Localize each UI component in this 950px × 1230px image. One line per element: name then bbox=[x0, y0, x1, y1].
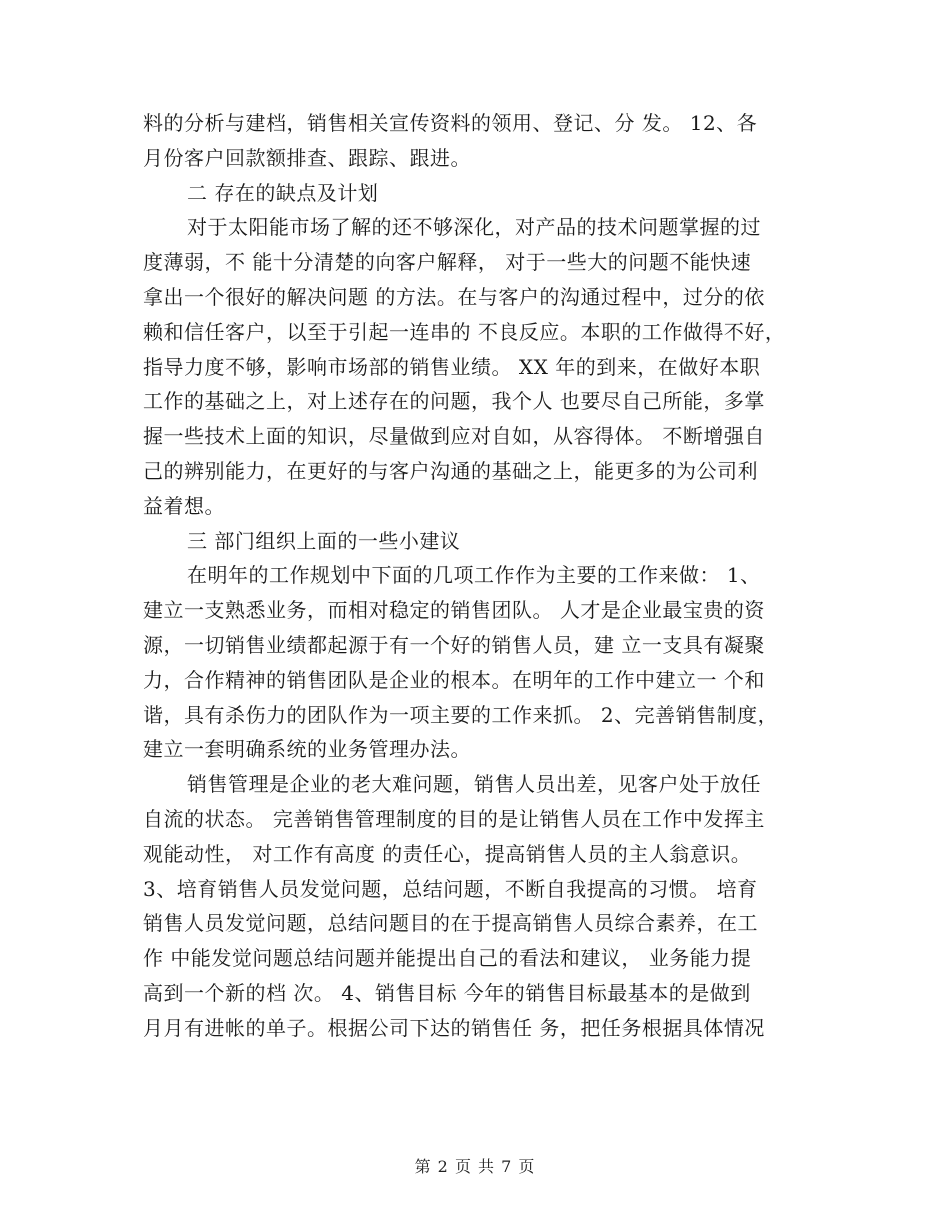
text-line: 赖和信任客户，以至于引起一连串的 不良反应。本职的工作做得不好， bbox=[143, 319, 786, 344]
text-line: 工作的基础之上，对上述存在的问题，我个人 也要尽自己所能，多掌 bbox=[143, 389, 765, 414]
text-line: 三 部门组织上面的一些小建议 bbox=[187, 528, 461, 553]
text-line: 拿出一个很好的解决问题 的方法。在与客户的沟通过程中，过分的依 bbox=[143, 284, 765, 309]
text-line: 销售管理是企业的老大难问题，销售人员出差，见客户处于放任 bbox=[187, 772, 761, 797]
text-line: 力，合作精神的销售团队是企业的根本。在明年的工作中建立一 个和 bbox=[143, 667, 765, 692]
text-line: 建立一支熟悉业务，而相对稳定的销售团队。 人才是企业最宝贵的资 bbox=[143, 598, 765, 623]
text-line: 自流的状态。 完善销售管理制度的目的是让销售人员在工作中发挥主 bbox=[143, 806, 765, 831]
text-line: 指导力度不够，影响市场部的销售业绩。 XX 年的到来，在做好本职 bbox=[143, 354, 761, 379]
document-body bbox=[143, 106, 815, 1046]
text-line: 谐，具有杀伤力的团队作为一项主要的工作来抓。 2、完善销售制度， bbox=[143, 702, 779, 727]
text-line: 源，一切销售业绩都起源于有一个好的销售人员，建 立一支具有凝聚 bbox=[143, 632, 765, 657]
text-line: 己的辨别能力，在更好的与客户沟通的基础之上，能更多的为公司利 bbox=[143, 458, 758, 483]
text-line: 料的分析与建档，销售相关宣传资料的领用、登记、分 发。 12、各 bbox=[143, 111, 758, 135]
text-line: 握一些技术上面的知识，尽量做到应对自如，从容得体。 不断增强自 bbox=[143, 424, 765, 449]
text-line: 月份客户回款额排查、跟踪、跟进。 bbox=[143, 145, 471, 170]
text-line: 益着想。 bbox=[143, 493, 225, 518]
page-footer: 第 2 页 共 7 页 bbox=[414, 1157, 536, 1176]
text-line: 3、培育销售人员发觉问题，总结问题，不断自我提高的习惯。 培育 bbox=[143, 876, 758, 901]
text-line: 观能动性， 对工作有高度 的责任心，提高销售人员的主人翁意识。 bbox=[143, 841, 752, 866]
text-line: 建立一套明确系统的业务管理办法。 bbox=[143, 737, 471, 762]
text-line: 二 存在的缺点及计划 bbox=[187, 180, 379, 205]
text-line: 销售人员发觉问题，总结问题目的在于提高销售人员综合素养，在工 bbox=[143, 911, 758, 936]
text-line: 高到一个新的档 次。 4、销售目标 今年的销售目标最基本的是做到 bbox=[143, 980, 751, 1005]
text-line: 月月有进帐的单子。根据公司下达的销售任 务，把任务根据具体情况 bbox=[143, 1015, 765, 1040]
text-line: 作 中能发觉问题总结问题并能提出自己的看法和建议， 业务能力提 bbox=[143, 946, 752, 971]
text-line: 对于太阳能市场了解的还不够深化，对产品的技术问题掌握的过 bbox=[187, 215, 761, 240]
text-line: 在明年的工作规划中下面的几项工作作为主要的工作来做： 1、 bbox=[187, 563, 761, 588]
text-line: 度薄弱，不 能十分清楚的向客户解释， 对于一些大的问题不能快速 bbox=[143, 250, 752, 275]
